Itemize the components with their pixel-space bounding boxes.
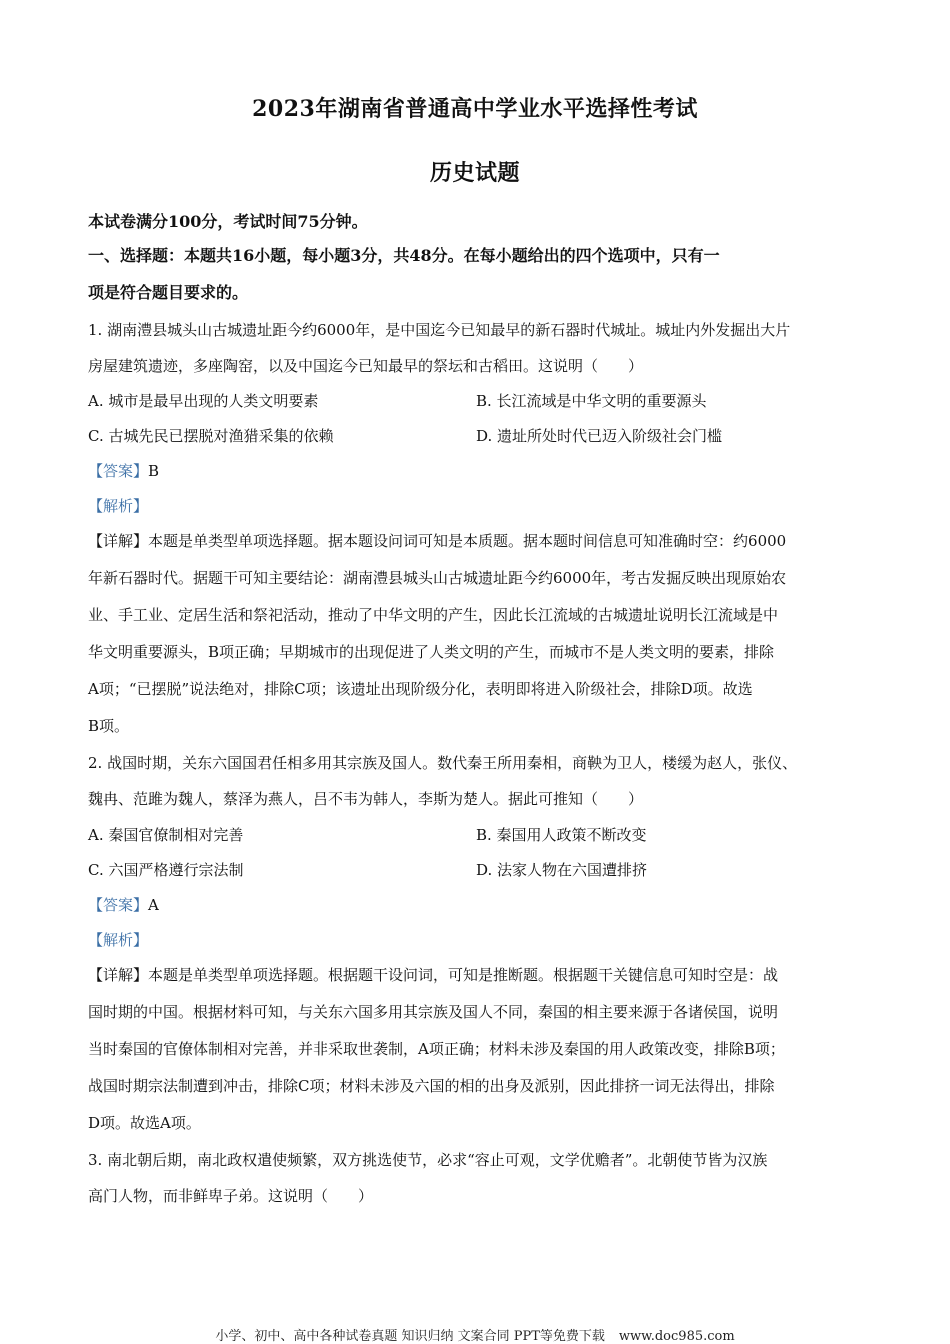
detail-tag: 【详解】 [88,532,149,550]
section-heading-line1: 一、选择题：本题共16小题，每小题3分，共48分。在每小题给出的四个选项中，只有一 [88,246,720,265]
q1-stem-line2: 房屋建筑遗迹，多座陶窑，以及中国迄今已知最早的祭坛和古稻田。这说明（ ） [88,357,644,375]
q1-stem-line1: 1. 湖南澧县城头山古城遗址距今约6000年，是中国迄今已知最早的新石器时代城址。城址内外发掘出大片 [88,321,791,339]
q1-analysis-tag: 【解析】 [88,497,149,515]
q1-detail-line6: B项。 [88,717,130,735]
q2-detail-line1 [88,965,868,985]
q1-detail-line2: 年新石器时代。据题干可知主要结论：湖南澧县城头山古城遗址距今约6000年，考古发掘反映出现原始农 [88,569,787,587]
q2-detail-line4: 战国时期宗法制遭到冲击，排除C项；材料未涉及六国的相的出身及派别，因此排挤一词无法得出，排除 [88,1077,775,1095]
q2-option-b: B. 秦国用人政策不断改变 [476,826,647,844]
q3-stem-line1: 3. 南北朝后期，南北政权遣使频繁，双方挑选使节，必求“容止可观，文学优赡者”。北朝使节皆为汉族 [88,1151,768,1169]
answer-tag: 【答案】 [88,896,149,914]
q1-detail-line4: 华文明重要源头，B项正确；早期城市的出现促进了人类文明的产生，而城市不是人类文明的要素，排除 [88,643,775,661]
q2-option-a: A. 秦国官僚制相对完善 [88,826,244,844]
q2-analysis-tag: 【解析】 [88,931,149,949]
q2-detail-line2: 国时期的中国。根据材料可知，与关东六国多用其宗族及国人不同，秦国的相主要来源于各诸侯国，说明 [88,1003,779,1021]
q1-option-d: D. 遗址所处时代已迈入阶级社会门槛 [476,427,723,445]
q2-answer [88,895,868,915]
q2-stem-line2: 魏冉、范雎为魏人，蔡泽为燕人，吕不韦为韩人，李斯为楚人。据此可推知（ ） [88,790,644,808]
answer-value: B [148,462,160,480]
q2-detail-line3: 当时秦国的官僚体制相对完善，并非采取世袭制，A项正确；材料未涉及秦国的用人政策改变，排除B项； [88,1040,785,1058]
q1-detail-line3: 业、手工业、定居生活和祭祀活动，推动了中华文明的产生，因此长江流域的古城遗址说明长江流域是中 [88,606,779,624]
q2-option-c: C. 六国严格遵行宗法制 [88,861,244,879]
q3-stem-line2: 高门人物，而非鲜卑子弟。这说明（ ） [88,1187,374,1205]
footer-url[interactable]: www.doc985.com [618,1329,735,1344]
section-heading-line2: 项是符合题目要求的。 [88,283,249,302]
answer-tag: 【答案】 [88,462,149,480]
detail-text: 本题是单类型单项选择题。根据题干设问词，可知是推断题。根据题干关键信息可知时空是：战 [148,966,779,984]
answer-value: A [148,896,159,914]
q1-answer [88,461,868,481]
q2-option-d: D. 法家人物在六国遭排挤 [476,861,648,879]
footer-text: 小学、初中、高中各种试卷真题 知识归纳 文案合同 PPT等免费下载 [215,1329,605,1344]
q1-detail-line1 [88,531,868,551]
q1-detail-line5: A项；“已摆脱”说法绝对，排除C项；该遗址出现阶级分化，表明即将进入阶级社会，排除D项。故选 [88,680,753,698]
q1-option-b: B. 长江流域是中华文明的重要源头 [476,392,707,410]
q1-option-c: C. 古城先民已摆脱对渔猎采集的依赖 [88,427,334,445]
detail-text: 本题是单类型单项选择题。据本题设问词可知是本质题。据本题时间信息可知准确时空：约6000 [148,532,787,550]
page-footer [0,1325,950,1344]
exam-title: 2023年湖南省普通高中学业水平选择性考试 [252,96,698,122]
detail-tag: 【详解】 [88,966,149,984]
q1-option-a: A. 城市是最早出现的人类文明要素 [88,392,319,410]
exam-info: 本试卷满分100分，考试时间75分钟。 [88,212,368,231]
exam-subtitle: 历史试题 [429,160,520,186]
q2-stem-line1: 2. 战国时期，关东六国国君任相多用其宗族及国人。数代秦王所用秦相，商鞅为卫人，楼缓为赵人，张仪、 [88,754,798,772]
q2-detail-line5: D项。故选A项。 [88,1114,201,1132]
